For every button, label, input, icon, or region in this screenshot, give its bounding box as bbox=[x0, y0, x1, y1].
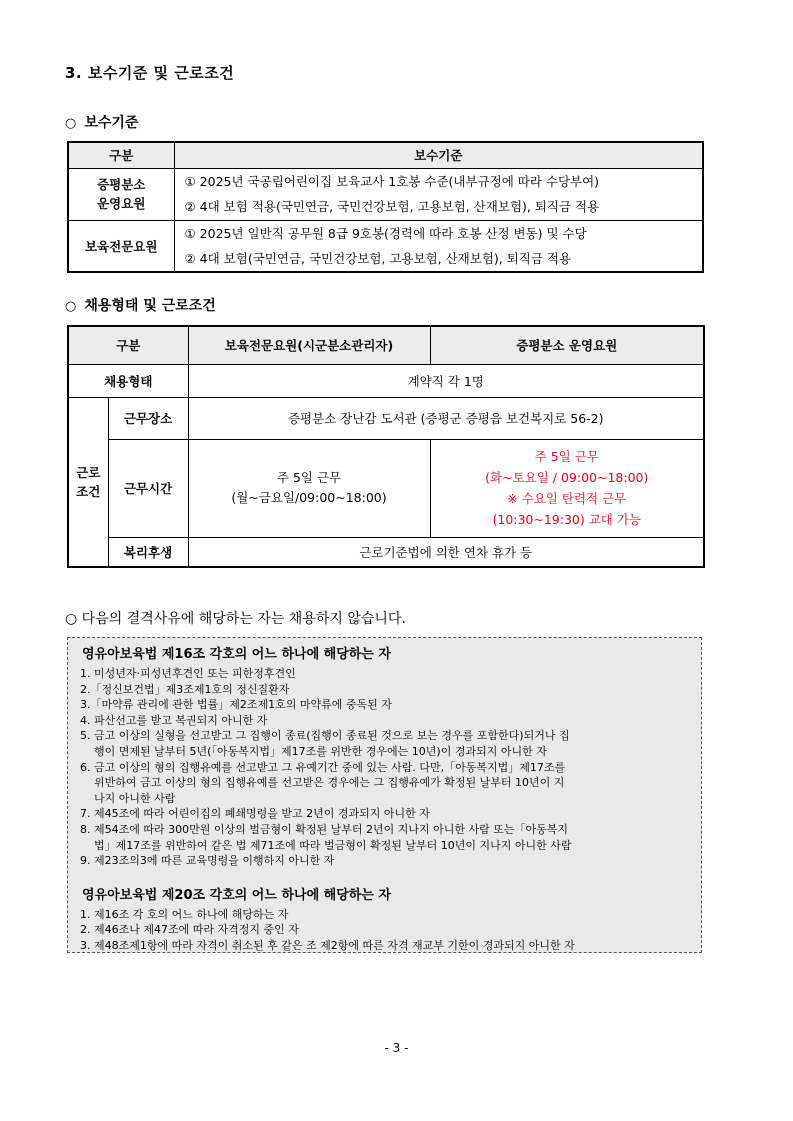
disqualification-heading: ○ 다음의 결격사유에 해당하는 자는 채용하지 않습니다. bbox=[65, 611, 406, 627]
disq-item: 4. 파산선고를 받고 복권되지 아니한 자 bbox=[80, 713, 268, 727]
pay-item: ① 2025년 일반직 공무원 8급 9호봉(경력에 따라 호봉 산정 변동) 및 수당 bbox=[184, 225, 587, 241]
circle-bullet-icon: ○ bbox=[65, 299, 77, 314]
hours-line: 주 5일 근무 bbox=[534, 449, 599, 464]
pay-item: ② 4대 보험(국민연금, 국민건강보험, 고용보험, 산재보험), 퇴직금 적용 bbox=[184, 250, 572, 266]
disq-item: 2. 제46조나 제47조에 따라 자격정지 중인 자 bbox=[80, 923, 299, 937]
section-heading: 3. 보수기준 및 근로조건 bbox=[65, 64, 235, 82]
disq-item-cont: 행이 면제된 날부터 5년(「아동복지법」제17조를 위반한 경우에는 10년)이 경과되지 아니한 자 bbox=[94, 744, 547, 758]
welfare-value: 근로기준법에 의한 연차 휴가 등 bbox=[188, 537, 704, 567]
pay-header-standard: 보수기준 bbox=[174, 142, 703, 168]
work-header-operator: 증평분소 운영요원 bbox=[430, 326, 704, 364]
pay-row-items bbox=[174, 220, 703, 272]
disq-item: 2.「정신보건법」제3조제1호의 정신질환자 bbox=[80, 682, 290, 696]
hours-specialist bbox=[188, 439, 430, 537]
hours-line: (화~토요일 / 09:00~18:00) bbox=[485, 470, 649, 485]
disq-item-cont: 법」제17조를 위반하여 같은 법 제71조에 따라 벌금형이 확정된 날부터 10년이 지나지 아니한 사람 bbox=[94, 838, 572, 852]
pay-row-items bbox=[174, 168, 703, 220]
disq-item: 7. 제45조에 따라 어린이집의 폐쇄명령을 받고 2년이 경과되지 아니한 자 bbox=[80, 807, 430, 821]
pay-item: ① 2025년 국공립어린이집 보육교사 1호봉 수준(내부규정에 따라 수당부여) bbox=[184, 174, 600, 189]
employment-label: 채용형태 bbox=[68, 364, 188, 397]
disq-item: 9. 제23조의3에 따른 교육명령을 이행하지 아니한 자 bbox=[80, 854, 335, 868]
circle-bullet-icon: ○ bbox=[65, 116, 77, 131]
work-header-category: 구분 bbox=[68, 326, 188, 364]
welfare-label: 복리후생 bbox=[108, 537, 188, 567]
disq-item: 5. 금고 이상의 실형을 선고받고 그 집행이 종료(집행이 종료된 것으로 보는 경우를 포함한다)되거나 집 bbox=[80, 729, 570, 743]
disq-item: 1. 미성년자·피성년후견인 또는 피한정후견인 bbox=[80, 667, 296, 680]
work-header-specialist: 보육전문요원(시군분소관리자) bbox=[188, 326, 430, 364]
pay-section-title bbox=[65, 112, 138, 132]
pay-row-label: 보육전문요원 bbox=[68, 220, 174, 272]
work-section-title bbox=[65, 295, 216, 315]
hours-line: ※ 수요일 탄력적 근무 bbox=[507, 491, 627, 506]
hours-label: 근무시간 bbox=[108, 439, 188, 537]
hours-line: 주 5일 근무 bbox=[276, 470, 342, 485]
pay-table bbox=[67, 141, 704, 273]
hours-line: (월~금요일/09:00~18:00) bbox=[231, 490, 387, 505]
employment-value: 계약직 각 1명 bbox=[188, 364, 704, 397]
work-title-text: 채용형태 및 근로조건 bbox=[84, 298, 216, 314]
disq-item-cont: 위반하여 금고 이상의 형의 집행유예를 선고받은 경우에는 그 집행유예가 확정된 날부터 10년이 지 bbox=[94, 776, 565, 790]
article16-title: 영유아보육법 제16조 각호의 어느 하나에 해당하는 자 bbox=[82, 647, 391, 662]
disq-item: 8. 제54조에 따라 300만원 이상의 벌금형이 확정된 날부터 2년이 지나지 아니한 사람 또는「아동복지 bbox=[80, 822, 568, 836]
pay-item: ② 4대 보험 적용(국민연금, 국민건강보험, 고용보험, 산재보험), 퇴직금 적용 bbox=[184, 199, 600, 214]
pay-row-label: 증평분소 운영요원 bbox=[68, 168, 174, 220]
disq-item: 6. 금고 이상의 형의 집행유예를 선고받고 그 유예기간 중에 있는 사람. 다만,「아동복지법」제17조를 bbox=[80, 760, 566, 774]
work-table bbox=[67, 325, 705, 568]
hours-line: (10:30~19:30) 교대 가능 bbox=[492, 512, 642, 527]
hours-operator bbox=[430, 439, 704, 537]
conditions-label: 근로 조건 bbox=[68, 397, 108, 567]
disq-item: 3. 제48조제1항에 따라 자격이 취소된 후 같은 조 제2항에 따른 자격 재교부 기한이 경과되지 아니한 자 bbox=[80, 938, 575, 952]
disq-item-cont: 나지 아니한 사람 bbox=[94, 791, 176, 805]
disq-item: 1. 제16조 각 호의 어느 하나에 해당하는 자 bbox=[80, 907, 289, 921]
page-number: - 3 - bbox=[384, 1041, 409, 1055]
place-label: 근무장소 bbox=[108, 397, 188, 439]
pay-title-text: 보수기준 bbox=[84, 115, 139, 131]
pay-header-category: 구분 bbox=[68, 142, 174, 168]
disqualification-box bbox=[67, 637, 702, 953]
disq-item: 3.「마약류 관리에 관한 법률」제2조제1호의 마약류에 중독된 자 bbox=[80, 698, 392, 712]
article20-title: 영유아보육법 제20조 각호의 어느 하나에 해당하는 자 bbox=[82, 887, 391, 903]
place-value: 증평분소 장난감 도서관 (증평군 증평읍 보건복지로 56-2) bbox=[188, 397, 704, 439]
